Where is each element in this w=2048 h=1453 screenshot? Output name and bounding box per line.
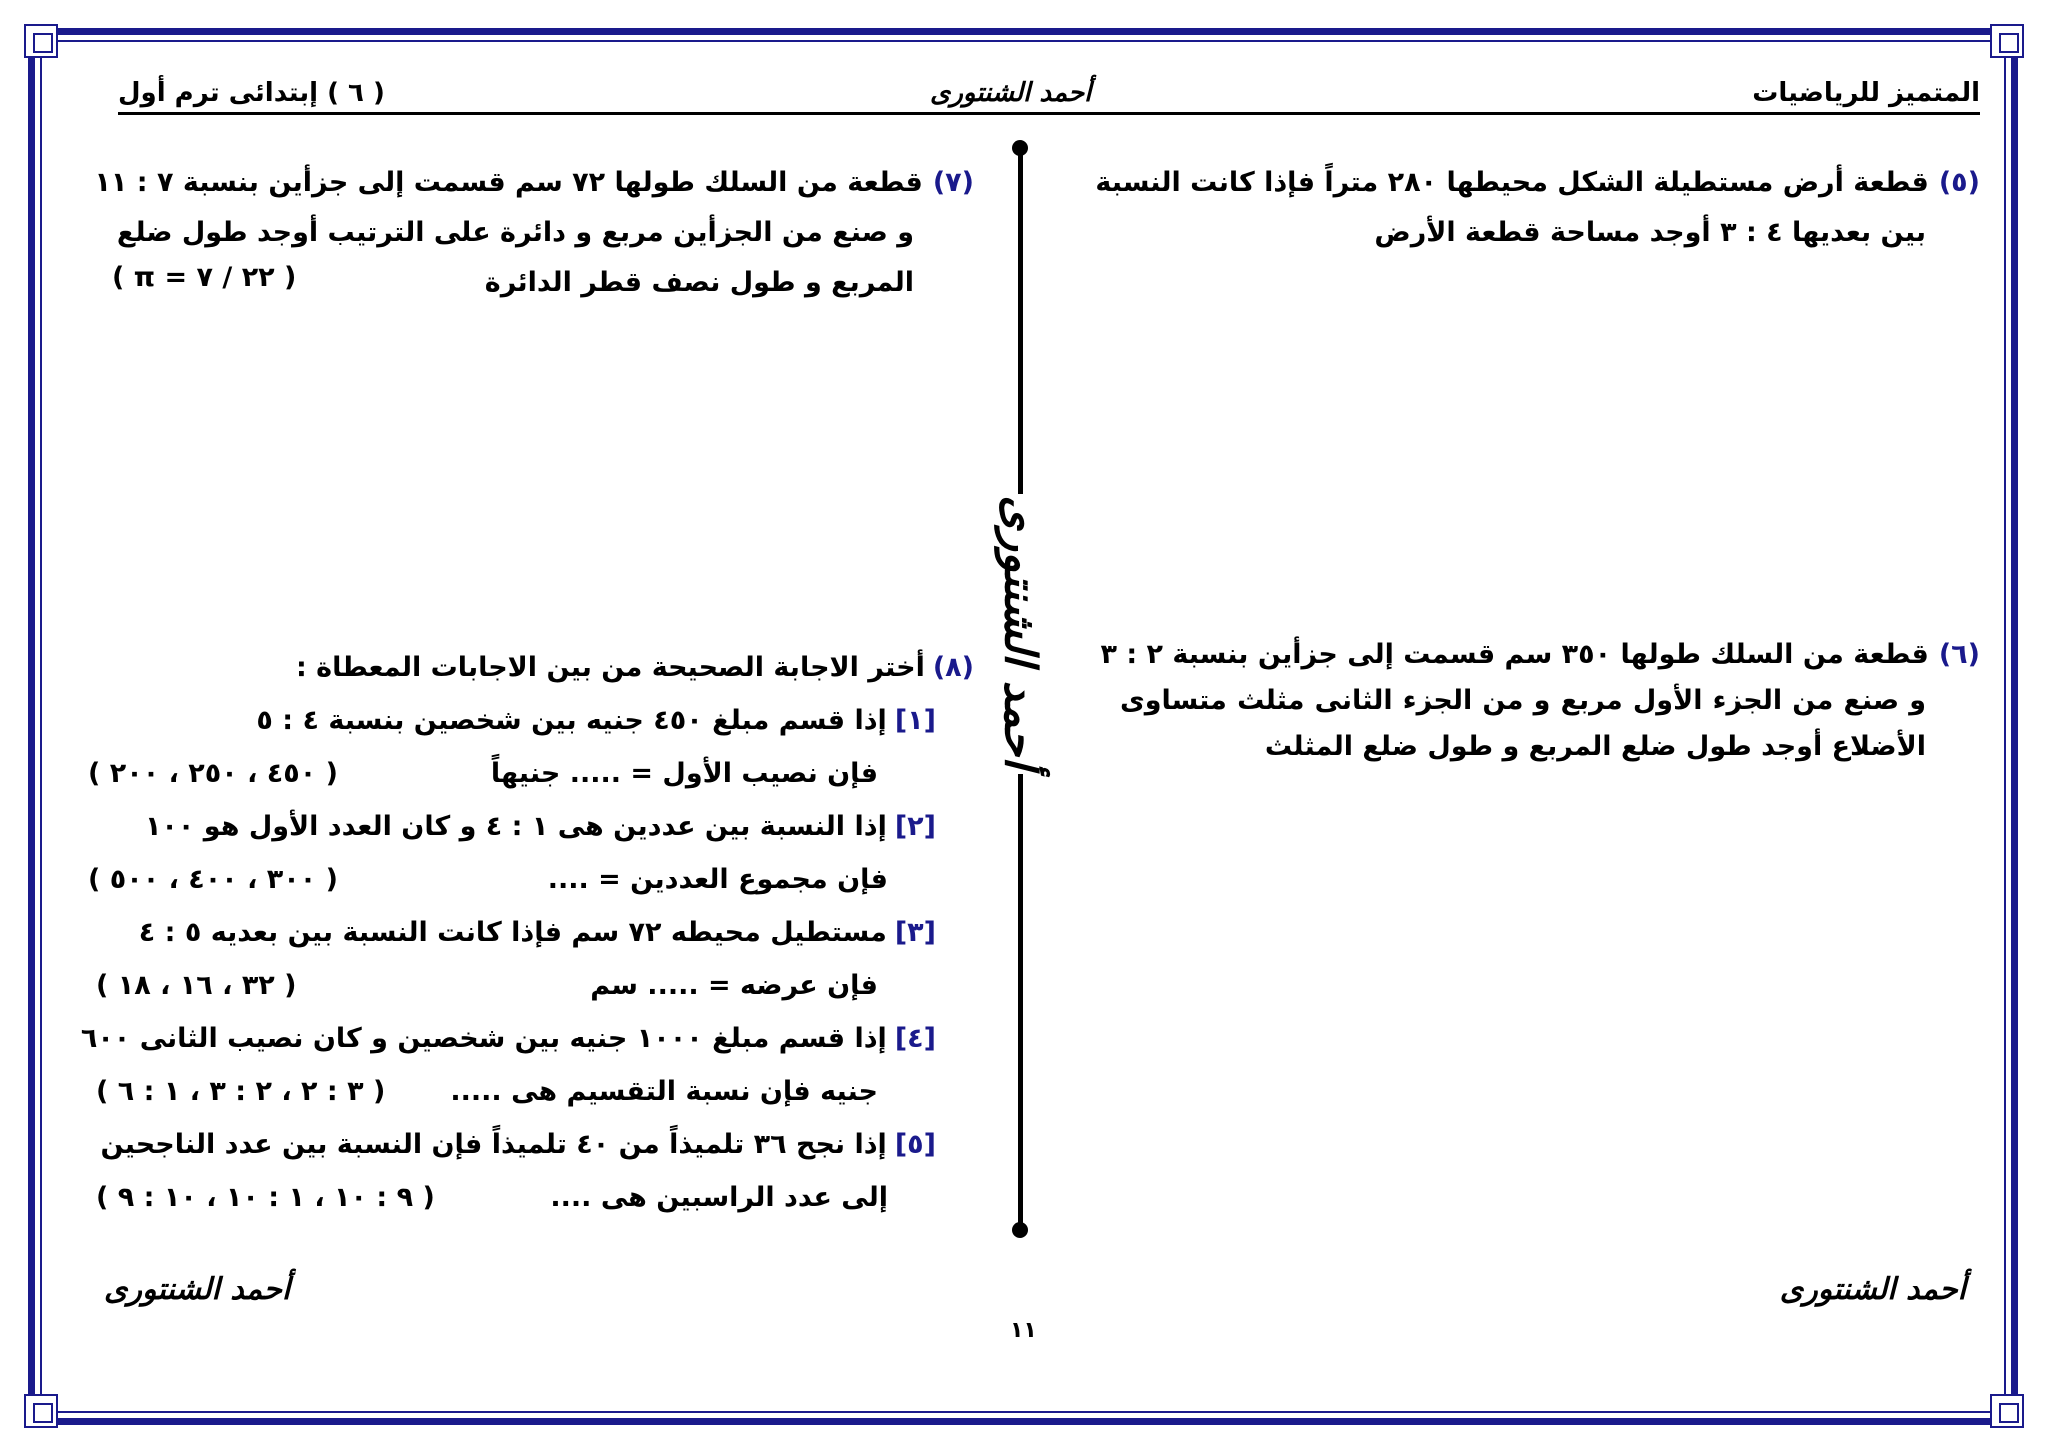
q8-item-4-line-1: [٤]إذا قسم مبلغ ١٠٠٠ جنيه بين شخصين و كان نصيب الثانى ٦٠٠ xyxy=(80,1023,936,1054)
question-7-pi-note: ( π = ٢٢ / ٧ ) xyxy=(112,262,297,293)
divider-author-name: أحمد الشنتورى xyxy=(994,495,1046,769)
divider-bottom-dot xyxy=(1012,1222,1028,1238)
header-grade: ( ٦ ) إبتدائى ترم أول xyxy=(118,78,385,108)
question-6 xyxy=(1100,632,1980,770)
header-subject: المتميز للرياضيات xyxy=(1752,78,1980,108)
question-5-number: (٥) xyxy=(1938,167,1980,198)
q8-item-1-options: ( ٤٥٠ ، ٢٥٠ ، ٢٠٠ ) xyxy=(88,758,338,789)
question-6-line-1: (٦)قطعة من السلك طولها ٣٥٠ سم قسمت إلى جزأين بنسبة ٢ : ٣ xyxy=(1100,639,1980,670)
q8-item-2-line-1: [٢]إذا النسبة بين عددين هى ١ : ٤ و كان العدد الأول هو ١٠٠ xyxy=(144,811,936,842)
q8-item-1-line-1: [١]إذا قسم مبلغ ٤٥٠ جنيه بين شخصين بنسبة ٤ : ٥ xyxy=(256,705,936,736)
question-5-line-2: بين بعديها ٤ : ٣ أوجد مساحة قطعة الأرض xyxy=(1374,217,1926,248)
question-7-number: (٧) xyxy=(932,167,974,198)
q8-item-3-options: ( ٣٢ ، ١٦ ، ١٨ ) xyxy=(96,970,297,1001)
question-7-line-3: المربع و طول نصف قطر الدائرة xyxy=(484,267,914,298)
q8-item-4-options: ( ٣ : ٢ ، ٢ : ٣ ، ١ : ٦ ) xyxy=(96,1076,386,1107)
question-7-line-2: و صنع من الجزأين مربع و دائرة على الترتيب أوجد طول ضلع xyxy=(116,217,914,248)
question-8-intro: (٨)أختر الاجابة الصحيحة من بين الاجابات المعطاة : xyxy=(295,652,974,683)
question-5-line-1: (٥)قطعة أرض مستطيلة الشكل محيطها ٢٨٠ متراً فإذا كانت النسبة xyxy=(1095,167,1980,198)
question-6-line-3: الأضلاع أوجد طول ضلع المربع و طول ضلع المثلث xyxy=(1264,731,1926,762)
divider-top-dot xyxy=(1012,140,1028,156)
q8-item-5-line-1: [٥]إذا نجح ٣٦ تلميذاً من ٤٠ تلميذاً فإن النسبة بين عدد الناجحين xyxy=(100,1129,936,1160)
corner-ornament-top-left xyxy=(24,24,58,58)
q8-item-5-line-2: إلى عدد الراسبين هى .... xyxy=(550,1182,888,1213)
q8-item-5-options: ( ٩ : ١٠ ، ١ : ١٠ ، ١٠ : ٩ ) xyxy=(96,1182,435,1213)
q8-item-3-line-1: [٣]مستطيل محيطه ٧٢ سم فإذا كانت النسبة بين بعديه ٥ : ٤ xyxy=(138,917,936,948)
footer-author-right: أحمد الشنتورى xyxy=(1779,1272,1966,1307)
q8-item-2-options: ( ٣٠٠ ، ٤٠٠ ، ٥٠٠ ) xyxy=(88,864,338,895)
question-6-line-2: و صنع من الجزء الأول مربع و من الجزء الثانى مثلث متساوى xyxy=(1120,685,1926,716)
corner-ornament-top-right xyxy=(1990,24,2024,58)
page-number: ١١ xyxy=(1010,1318,1037,1343)
question-7-line-1: (٧)قطعة من السلك طولها ٧٢ سم قسمت إلى جزأين بنسبة ٧ : ١١ xyxy=(94,167,974,198)
corner-ornament-bottom-right xyxy=(1990,1394,2024,1428)
footer-author-left: أحمد الشنتورى xyxy=(104,1272,291,1307)
q8-item-3-line-2: فإن عرضه = ..... سم xyxy=(590,970,878,1001)
corner-ornament-bottom-left xyxy=(24,1394,58,1428)
q8-item-1-line-2: فإن نصيب الأول = ..... جنيهاً xyxy=(490,758,878,789)
question-8-number: (٨) xyxy=(932,652,974,683)
q8-item-4-line-2: جنيه فإن نسبة التقسيم هى ..... xyxy=(450,1076,878,1107)
header-rule xyxy=(118,112,1980,115)
question-6-number: (٦) xyxy=(1938,639,1980,670)
question-5 xyxy=(1095,158,1980,258)
header-author: أحمد الشنتورى xyxy=(930,78,1092,108)
q8-item-2-line-2: فإن مجموع العددين = .... xyxy=(547,864,888,895)
